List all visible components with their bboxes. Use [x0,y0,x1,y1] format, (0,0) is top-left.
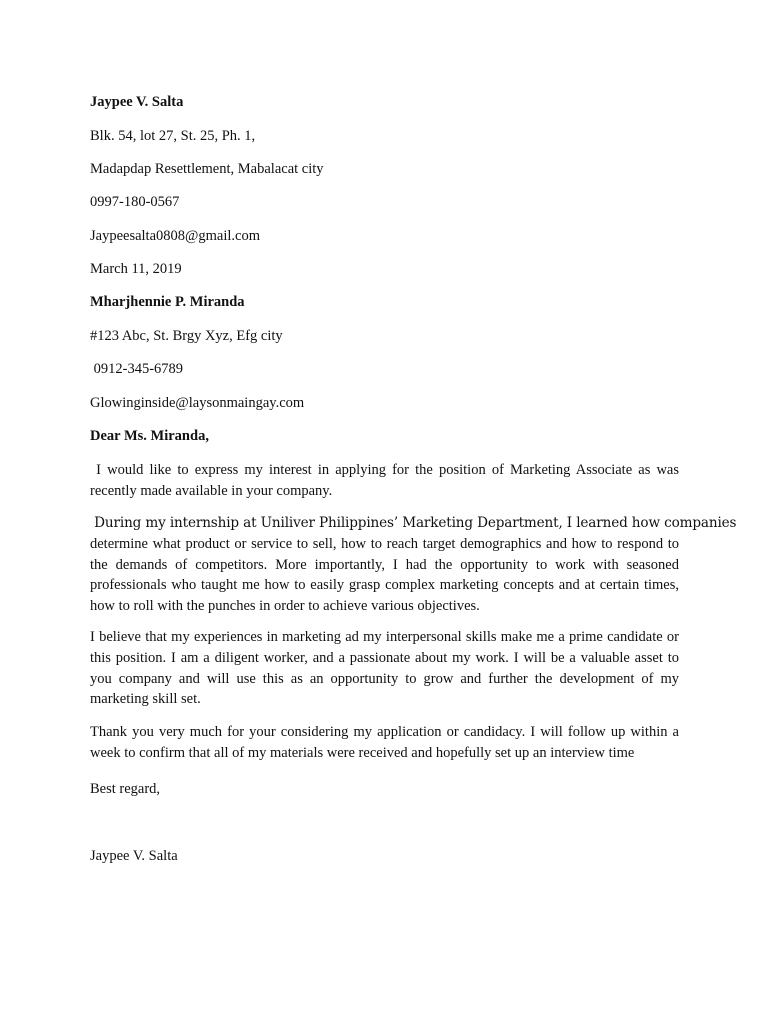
salutation: Dear Ms. Miranda, [90,428,209,444]
body-paragraph-2 [90,513,737,617]
sender-address-line2: Madapdap Resettlement, Mabalacat city [90,161,324,177]
recipient-email: Glowinginside@laysonmaingay.com [90,395,305,411]
body-paragraph-2-rest: determine what product or service to sell, how to reach target demographics and how to respond to the demands of competitors. More importantly, I had the opportunity to work with seasoned professionals who taught me how to easily grasp complex marketing concepts and at certain times, how to roll with the punches in order to achieve various objectives. [90,535,679,615]
body-paragraph-2-first-line: During my internship at Uniliver Philippines’ Marketing Department, I learned how companies [90,515,737,531]
sender-address-line1: Blk. 54, lot 27, St. 25, Ph. 1, [90,128,256,144]
recipient-phone: 0912-345-6789 [90,361,184,377]
sender-phone: 0997-180-0567 [90,194,180,210]
signature-name: Jaypee V. Salta [90,848,178,864]
body-paragraph-4: Thank you very much for your considering my application or candidacy. I will follow up within a week to confirm that all of my materials were received and hopefully set up an interview time [90,724,679,761]
recipient-address: #123 Abc, St. Brgy Xyz, Efg city [90,328,283,344]
sender-name: Jaypee V. Salta [90,94,184,110]
sender-email: Jaypeesalta0808@gmail.com [90,228,260,244]
recipient-name: Mharjhennie P. Miranda [90,294,245,310]
closing: Best regard, [90,781,161,797]
body-paragraph-1: I would like to express my interest in applying for the position of Marketing Associate as was recently made available in your company. [90,462,683,499]
body-paragraph-3: I believe that my experiences in marketing ad my interpersonal skills make me a prime candidate or this position. I am a diligent worker, and a passionate about my work. I will be a valuable asset to you company and will use this as an opportunity to grow and further the development of my marketing skill set. [90,629,679,708]
letter-date: March 11, 2019 [90,261,182,277]
